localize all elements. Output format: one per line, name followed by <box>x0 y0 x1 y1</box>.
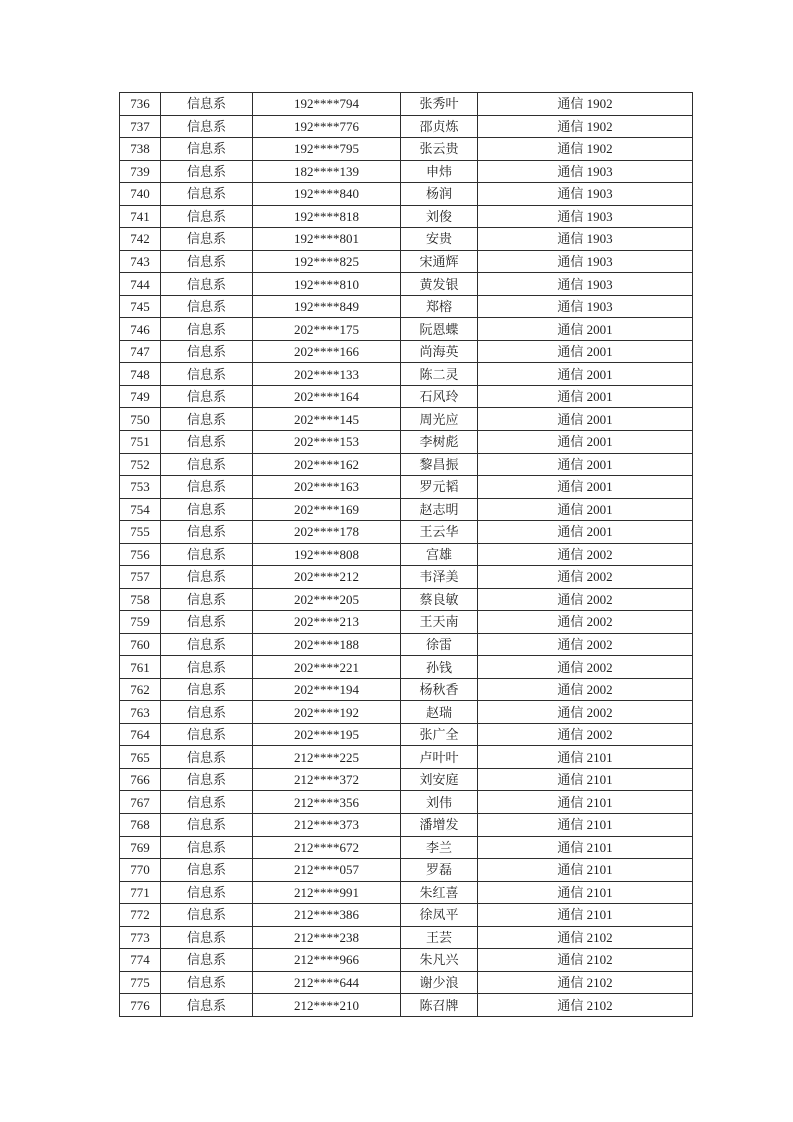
cell-name: 罗元韬 <box>401 476 478 499</box>
cell-serial: 736 <box>120 93 161 116</box>
cell-name: 赵志明 <box>401 498 478 521</box>
cell-department: 信息系 <box>161 498 253 521</box>
cell-class: 通信 2001 <box>478 521 693 544</box>
cell-name: 孙钱 <box>401 656 478 679</box>
cell-department: 信息系 <box>161 971 253 994</box>
cell-student-id: 192****825 <box>253 250 401 273</box>
cell-name: 黄发银 <box>401 273 478 296</box>
cell-name: 王云华 <box>401 521 478 544</box>
cell-class: 通信 1902 <box>478 93 693 116</box>
table-row <box>120 183 693 206</box>
cell-student-id: 192****808 <box>253 543 401 566</box>
cell-student-id: 212****372 <box>253 768 401 791</box>
cell-department: 信息系 <box>161 723 253 746</box>
cell-name: 赵瑞 <box>401 701 478 724</box>
cell-name: 申炜 <box>401 160 478 183</box>
cell-serial: 763 <box>120 701 161 724</box>
cell-department: 信息系 <box>161 476 253 499</box>
table-row <box>120 859 693 882</box>
cell-serial: 771 <box>120 881 161 904</box>
cell-department: 信息系 <box>161 408 253 431</box>
cell-name: 徐雷 <box>401 633 478 656</box>
cell-student-id: 192****801 <box>253 228 401 251</box>
cell-name: 尚海英 <box>401 340 478 363</box>
cell-name: 徐凤平 <box>401 904 478 927</box>
table-row <box>120 701 693 724</box>
table-row <box>120 385 693 408</box>
cell-class: 通信 2002 <box>478 588 693 611</box>
cell-serial: 772 <box>120 904 161 927</box>
cell-class: 通信 1902 <box>478 138 693 161</box>
cell-student-id: 202****145 <box>253 408 401 431</box>
cell-name: 郑榕 <box>401 295 478 318</box>
cell-serial: 750 <box>120 408 161 431</box>
cell-department: 信息系 <box>161 521 253 544</box>
cell-name: 蔡良敏 <box>401 588 478 611</box>
cell-student-id: 212****644 <box>253 971 401 994</box>
cell-department: 信息系 <box>161 904 253 927</box>
cell-serial: 745 <box>120 295 161 318</box>
table-row <box>120 611 693 634</box>
cell-student-id: 192****849 <box>253 295 401 318</box>
cell-department: 信息系 <box>161 611 253 634</box>
cell-class: 通信 1903 <box>478 160 693 183</box>
table-row <box>120 498 693 521</box>
cell-student-id: 202****205 <box>253 588 401 611</box>
cell-student-id: 202****195 <box>253 723 401 746</box>
cell-name: 朱红喜 <box>401 881 478 904</box>
table-row <box>120 746 693 769</box>
cell-department: 信息系 <box>161 340 253 363</box>
cell-name: 邵贞炼 <box>401 115 478 138</box>
cell-department: 信息系 <box>161 250 253 273</box>
cell-name: 安贵 <box>401 228 478 251</box>
table-row <box>120 656 693 679</box>
cell-serial: 749 <box>120 385 161 408</box>
cell-name: 石风玲 <box>401 385 478 408</box>
cell-student-id: 212****225 <box>253 746 401 769</box>
cell-student-id: 212****210 <box>253 994 401 1017</box>
cell-class: 通信 2102 <box>478 971 693 994</box>
cell-serial: 759 <box>120 611 161 634</box>
table-row <box>120 904 693 927</box>
cell-name: 阮恩蝶 <box>401 318 478 341</box>
cell-name: 陈召牌 <box>401 994 478 1017</box>
table-row <box>120 543 693 566</box>
cell-serial: 741 <box>120 205 161 228</box>
student-table <box>119 92 693 1017</box>
table-row <box>120 678 693 701</box>
cell-class: 通信 2101 <box>478 768 693 791</box>
table-row <box>120 768 693 791</box>
cell-class: 通信 2102 <box>478 994 693 1017</box>
table-row <box>120 971 693 994</box>
cell-serial: 770 <box>120 859 161 882</box>
cell-serial: 753 <box>120 476 161 499</box>
cell-name: 杨润 <box>401 183 478 206</box>
cell-name: 王芸 <box>401 926 478 949</box>
cell-student-id: 202****166 <box>253 340 401 363</box>
cell-class: 通信 2102 <box>478 949 693 972</box>
cell-serial: 757 <box>120 566 161 589</box>
table-row <box>120 115 693 138</box>
cell-class: 通信 1903 <box>478 273 693 296</box>
cell-serial: 751 <box>120 430 161 453</box>
table-row <box>120 228 693 251</box>
cell-student-id: 192****776 <box>253 115 401 138</box>
cell-department: 信息系 <box>161 949 253 972</box>
table-row <box>120 633 693 656</box>
cell-department: 信息系 <box>161 926 253 949</box>
cell-student-id: 192****818 <box>253 205 401 228</box>
cell-class: 通信 1903 <box>478 250 693 273</box>
cell-class: 通信 2002 <box>478 723 693 746</box>
cell-student-id: 192****795 <box>253 138 401 161</box>
cell-student-id: 182****139 <box>253 160 401 183</box>
cell-serial: 748 <box>120 363 161 386</box>
cell-department: 信息系 <box>161 93 253 116</box>
cell-serial: 755 <box>120 521 161 544</box>
cell-serial: 752 <box>120 453 161 476</box>
cell-department: 信息系 <box>161 318 253 341</box>
cell-department: 信息系 <box>161 656 253 679</box>
table-row <box>120 273 693 296</box>
cell-class: 通信 2001 <box>478 340 693 363</box>
cell-name: 张秀叶 <box>401 93 478 116</box>
cell-class: 通信 2101 <box>478 904 693 927</box>
cell-department: 信息系 <box>161 205 253 228</box>
cell-class: 通信 2001 <box>478 498 693 521</box>
cell-class: 通信 2101 <box>478 791 693 814</box>
cell-serial: 746 <box>120 318 161 341</box>
cell-department: 信息系 <box>161 633 253 656</box>
table-row <box>120 408 693 431</box>
cell-name: 谢少浪 <box>401 971 478 994</box>
cell-student-id: 212****238 <box>253 926 401 949</box>
cell-serial: 762 <box>120 678 161 701</box>
cell-name: 罗磊 <box>401 859 478 882</box>
cell-student-id: 202****188 <box>253 633 401 656</box>
cell-department: 信息系 <box>161 566 253 589</box>
cell-class: 通信 2002 <box>478 633 693 656</box>
cell-class: 通信 2001 <box>478 430 693 453</box>
cell-class: 通信 2101 <box>478 859 693 882</box>
cell-serial: 776 <box>120 994 161 1017</box>
cell-serial: 760 <box>120 633 161 656</box>
cell-class: 通信 2002 <box>478 611 693 634</box>
cell-student-id: 202****162 <box>253 453 401 476</box>
cell-student-id: 192****840 <box>253 183 401 206</box>
cell-class: 通信 2002 <box>478 566 693 589</box>
cell-name: 韦泽美 <box>401 566 478 589</box>
cell-student-id: 212****373 <box>253 814 401 837</box>
cell-student-id: 202****213 <box>253 611 401 634</box>
cell-class: 通信 2101 <box>478 836 693 859</box>
cell-department: 信息系 <box>161 791 253 814</box>
cell-student-id: 202****221 <box>253 656 401 679</box>
cell-serial: 767 <box>120 791 161 814</box>
cell-department: 信息系 <box>161 543 253 566</box>
cell-class: 通信 1903 <box>478 295 693 318</box>
cell-department: 信息系 <box>161 138 253 161</box>
cell-student-id: 212****356 <box>253 791 401 814</box>
table-row <box>120 318 693 341</box>
cell-serial: 775 <box>120 971 161 994</box>
cell-class: 通信 2002 <box>478 701 693 724</box>
cell-department: 信息系 <box>161 385 253 408</box>
cell-student-id: 202****163 <box>253 476 401 499</box>
table-row <box>120 250 693 273</box>
cell-name: 陈二灵 <box>401 363 478 386</box>
cell-department: 信息系 <box>161 701 253 724</box>
table-row <box>120 205 693 228</box>
cell-student-id: 202****153 <box>253 430 401 453</box>
cell-class: 通信 2101 <box>478 746 693 769</box>
cell-student-id: 202****194 <box>253 678 401 701</box>
cell-department: 信息系 <box>161 678 253 701</box>
cell-serial: 738 <box>120 138 161 161</box>
cell-student-id: 202****133 <box>253 363 401 386</box>
cell-student-id: 212****057 <box>253 859 401 882</box>
cell-department: 信息系 <box>161 881 253 904</box>
table-row <box>120 566 693 589</box>
cell-name: 宫雄 <box>401 543 478 566</box>
cell-student-id: 202****178 <box>253 521 401 544</box>
cell-department: 信息系 <box>161 588 253 611</box>
table-row <box>120 363 693 386</box>
cell-class: 通信 2101 <box>478 814 693 837</box>
cell-serial: 774 <box>120 949 161 972</box>
cell-name: 杨秋香 <box>401 678 478 701</box>
cell-serial: 747 <box>120 340 161 363</box>
cell-student-id: 192****794 <box>253 93 401 116</box>
cell-serial: 765 <box>120 746 161 769</box>
cell-class: 通信 2001 <box>478 363 693 386</box>
cell-department: 信息系 <box>161 453 253 476</box>
cell-student-id: 202****212 <box>253 566 401 589</box>
cell-serial: 768 <box>120 814 161 837</box>
table-row <box>120 160 693 183</box>
cell-name: 潘增发 <box>401 814 478 837</box>
cell-department: 信息系 <box>161 746 253 769</box>
cell-student-id: 202****192 <box>253 701 401 724</box>
cell-serial: 769 <box>120 836 161 859</box>
cell-class: 通信 2101 <box>478 881 693 904</box>
cell-department: 信息系 <box>161 836 253 859</box>
table-row <box>120 93 693 116</box>
cell-department: 信息系 <box>161 183 253 206</box>
cell-student-id: 212****966 <box>253 949 401 972</box>
cell-name: 刘俊 <box>401 205 478 228</box>
cell-name: 刘安庭 <box>401 768 478 791</box>
cell-name: 刘伟 <box>401 791 478 814</box>
cell-department: 信息系 <box>161 430 253 453</box>
cell-serial: 756 <box>120 543 161 566</box>
cell-class: 通信 2002 <box>478 543 693 566</box>
cell-name: 朱凡兴 <box>401 949 478 972</box>
cell-class: 通信 1903 <box>478 228 693 251</box>
cell-class: 通信 1902 <box>478 115 693 138</box>
cell-department: 信息系 <box>161 160 253 183</box>
table-row <box>120 521 693 544</box>
cell-department: 信息系 <box>161 228 253 251</box>
cell-name: 周光应 <box>401 408 478 431</box>
table-row <box>120 881 693 904</box>
table-row <box>120 836 693 859</box>
cell-student-id: 202****169 <box>253 498 401 521</box>
cell-department: 信息系 <box>161 115 253 138</box>
cell-serial: 764 <box>120 723 161 746</box>
cell-name: 李树彪 <box>401 430 478 453</box>
cell-name: 黎昌振 <box>401 453 478 476</box>
cell-class: 通信 2001 <box>478 385 693 408</box>
table-row <box>120 814 693 837</box>
cell-department: 信息系 <box>161 295 253 318</box>
cell-serial: 744 <box>120 273 161 296</box>
cell-class: 通信 2001 <box>478 408 693 431</box>
table-row <box>120 588 693 611</box>
cell-department: 信息系 <box>161 814 253 837</box>
cell-student-id: 202****164 <box>253 385 401 408</box>
cell-serial: 743 <box>120 250 161 273</box>
table-row <box>120 994 693 1017</box>
cell-department: 信息系 <box>161 768 253 791</box>
cell-name: 王天南 <box>401 611 478 634</box>
table-row <box>120 949 693 972</box>
table-row <box>120 340 693 363</box>
cell-department: 信息系 <box>161 994 253 1017</box>
table-row <box>120 476 693 499</box>
cell-class: 通信 1903 <box>478 183 693 206</box>
cell-serial: 742 <box>120 228 161 251</box>
table-row <box>120 791 693 814</box>
cell-serial: 773 <box>120 926 161 949</box>
student-table-body <box>120 93 693 1017</box>
cell-student-id: 212****672 <box>253 836 401 859</box>
table-row <box>120 430 693 453</box>
cell-department: 信息系 <box>161 859 253 882</box>
cell-class: 通信 2001 <box>478 453 693 476</box>
cell-class: 通信 2002 <box>478 678 693 701</box>
cell-class: 通信 2102 <box>478 926 693 949</box>
cell-student-id: 192****810 <box>253 273 401 296</box>
cell-name: 张广全 <box>401 723 478 746</box>
cell-name: 宋通辉 <box>401 250 478 273</box>
cell-serial: 737 <box>120 115 161 138</box>
cell-department: 信息系 <box>161 363 253 386</box>
cell-name: 卢叶叶 <box>401 746 478 769</box>
table-row <box>120 453 693 476</box>
cell-serial: 766 <box>120 768 161 791</box>
cell-serial: 754 <box>120 498 161 521</box>
cell-class: 通信 1903 <box>478 205 693 228</box>
cell-student-id: 212****991 <box>253 881 401 904</box>
cell-class: 通信 2001 <box>478 318 693 341</box>
cell-serial: 739 <box>120 160 161 183</box>
cell-serial: 740 <box>120 183 161 206</box>
cell-serial: 758 <box>120 588 161 611</box>
cell-department: 信息系 <box>161 273 253 296</box>
cell-name: 张云贵 <box>401 138 478 161</box>
cell-class: 通信 2002 <box>478 656 693 679</box>
table-row <box>120 138 693 161</box>
cell-name: 李兰 <box>401 836 478 859</box>
table-row <box>120 723 693 746</box>
cell-class: 通信 2001 <box>478 476 693 499</box>
cell-student-id: 202****175 <box>253 318 401 341</box>
cell-serial: 761 <box>120 656 161 679</box>
table-row <box>120 926 693 949</box>
cell-student-id: 212****386 <box>253 904 401 927</box>
table-row <box>120 295 693 318</box>
